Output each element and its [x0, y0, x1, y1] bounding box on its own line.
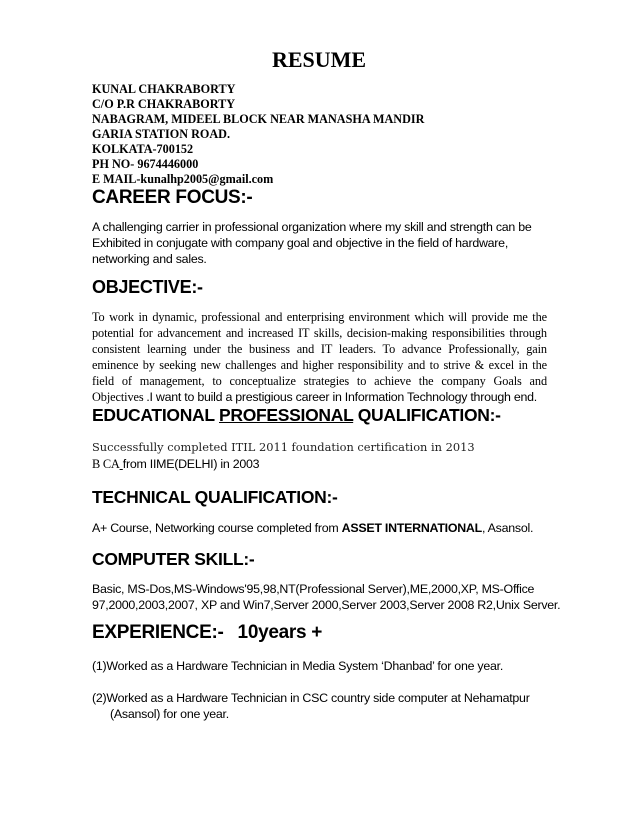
- experience-heading-label: EXPERIENCE:-: [92, 622, 224, 643]
- objective-text: [92, 309, 547, 405]
- page-title: RESUME: [271, 47, 367, 72]
- education-itil: Successfully completed ITIL 2011 foundation certification in 2013: [92, 440, 475, 454]
- education-heading-post: QUALIFICATION:-: [353, 405, 501, 425]
- objective-body: To work in dynamic, professional and enterprising environment which will provide me the potential for advancement and increased IT skills, decision-making responsibilities through consistent learning under the business and IT leaders. To advance Professionally, gain eminence by seeking new challenges and higher responsibility and to strive & excel in the field of management, to conceptualize strategies to achieve the company Goals and Objectives .: [92, 310, 547, 404]
- contact-block: [92, 82, 424, 187]
- experience-item-continuation: (Asansol) for one year.: [110, 707, 229, 721]
- contact-care-of: C/O P.R CHAKRABORTY: [92, 97, 236, 111]
- experience-item: [92, 690, 552, 722]
- contact-address-line: NABAGRAM, MIDEEL BLOCK NEAR MANASHA MANDIR: [92, 112, 425, 126]
- education-heading-pre: EDUCATIONAL: [92, 405, 220, 425]
- technical-heading: TECHNICAL QUALIFICATION:-: [92, 487, 338, 507]
- computer-skill-text: Basic, MS-Dos,MS-Windows'95,98,NT(Professional Server),ME,2000,XP, MS-Office 97,2000,2003,2007, XP and Win7,Server 2000,Server 2003,Server 2008 R2,Unix Server.: [92, 582, 561, 612]
- career-focus-heading: CAREER FOCUS:-: [92, 187, 253, 208]
- technical-text-institute: ASSET INTERNATIONAL: [341, 521, 482, 535]
- technical-text-post: , Asansol.: [481, 521, 534, 535]
- technical-text: [92, 520, 552, 536]
- contact-address-line: GARIA STATION ROAD.: [92, 127, 231, 141]
- experience-item-line: (2)Worked as a Hardware Technician in CSC country side computer at Nehamatpur: [92, 691, 530, 705]
- computer-skill-heading: COMPUTER SKILL:-: [92, 549, 255, 569]
- contact-name: KUNAL CHAKRABORTY: [92, 82, 236, 96]
- career-focus-text: A challenging carrier in professional organization where my skill and strength can be Exhibited in conjugate with company goal and objective in the field of hardware, networking and sales.: [92, 220, 532, 266]
- contact-email: E MAIL-kunalhp2005@gmail.com: [92, 172, 274, 186]
- education-bca-rest: from IIME(DELHI) in 2003: [122, 457, 260, 471]
- education-bca: [92, 457, 259, 472]
- objective-tail: I want to build a prestigious career in Information Technology through end.: [149, 390, 537, 404]
- education-heading: [92, 405, 501, 426]
- experience-heading: [92, 622, 322, 644]
- technical-text-pre: A+ Course, Networking course completed from: [92, 521, 342, 535]
- education-bca-label: B CA: [92, 457, 120, 471]
- contact-phone: PH NO- 9674446000: [92, 157, 199, 171]
- education-heading-underlined: PROFESSIONAL: [219, 405, 354, 425]
- contact-city: KOLKATA-700152: [92, 142, 194, 156]
- objective-heading: OBJECTIVE:-: [92, 277, 203, 297]
- experience-years: 10years +: [237, 622, 323, 643]
- experience-item: (1)Worked as a Hardware Technician in Media System ‘Dhanbad’ for one year.: [92, 659, 504, 673]
